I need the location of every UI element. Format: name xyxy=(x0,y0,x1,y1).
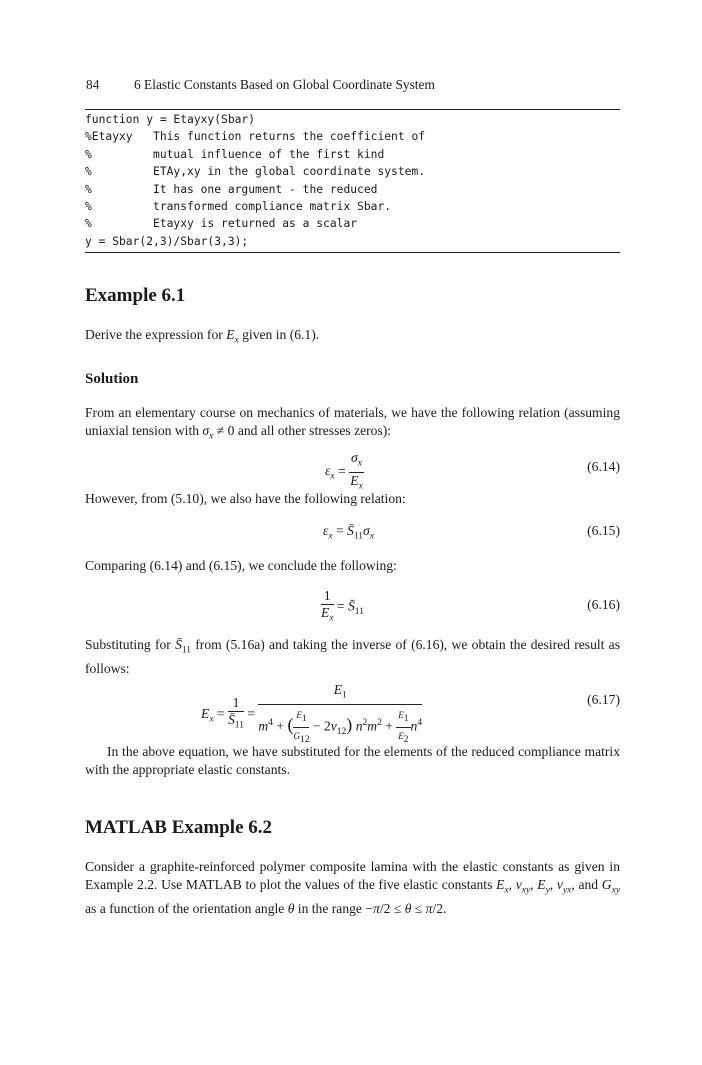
example-prompt: Derive the expression for $E_x$ given in (6.1). xyxy=(85,327,320,346)
equation-number: (6.17) xyxy=(587,692,620,707)
code-line: % It has one argument - the reduced xyxy=(85,182,378,196)
paragraph-4: Substituting for $S̄_{11}$ from (5.16a) and taking the inverse of (6.16), we obtain the desired result as follows: xyxy=(85,637,620,676)
page-number: 84 xyxy=(86,77,100,92)
code-line: % transformed compliance matrix Sbar. xyxy=(85,199,392,213)
solution-heading: Solution xyxy=(85,371,139,387)
running-title: 6 Elastic Constants Based on Global Coordinate System xyxy=(134,77,435,92)
matlab-example-paragraph: Consider a graphite-reinforced polymer composite lamina with the elastic constants as given in Example 2.2. Use MATLAB to plot the values of the five elastic constants $E_x$, $\nu_{xy}$, $E_y$, $\nu_{yx}$, and $G_{xy}$ as a function of the orientation angle θ in the range −π/2 ≤ θ ≤ π/2. xyxy=(85,859,621,917)
code-line: % mutual influence of the first kind xyxy=(85,147,385,161)
code-line: %Etayxy This function returns the coefficient of xyxy=(85,130,426,144)
equation-6-14: $\varepsilon_x$ = $\frac{\sigma_x}{E_x}$ (6.14) xyxy=(325,450,620,492)
running-head xyxy=(86,77,435,93)
code-line: % ETAy,xy in the global coordinate system. xyxy=(85,165,426,179)
code-line: function y = Etayxy(Sbar) xyxy=(85,113,256,126)
equation-6-16: $\frac{1}{E_x}$ = $S̄_{11}$ (6.16) xyxy=(321,588,620,624)
paragraph-1: From an elementary course on mechanics of materials, we have the following relation (assuming uniaxial tension with $\sigma_x \ne 0$ and all other stresses zeros): xyxy=(85,405,620,442)
paragraph-3: Comparing (6.14) and (6.15), we conclude the following: xyxy=(85,558,397,573)
example-heading: Example 6.1 xyxy=(85,285,186,306)
equation-number: (6.14) xyxy=(587,459,620,474)
equation-number: (6.16) xyxy=(587,597,620,612)
matlab-example-heading: MATLAB Example 6.2 xyxy=(85,817,273,838)
paragraph-2: However, from (5.10), we also have the following relation: xyxy=(85,491,406,506)
paragraph-5: In the above equation, we have substituted for the elements of the reduced compliance matrix with the appropriate elastic constants. xyxy=(85,744,620,778)
equation-6-17: $E_x$ = $\frac{1}{S̄_{11}}$ = $E_1$ $m^4$ + ( $\frac{E_1}{G_{12}}$ − $2\nu_{12}$) $n^2m^2$ + $\frac{E_1}{E_2}$ $n^4$ (6.17) xyxy=(201,682,620,745)
matlab-code-listing xyxy=(85,109,620,253)
code-line: y = Sbar(2,3)/Sbar(3,3); xyxy=(85,234,249,248)
equation-6-15: $\varepsilon_x$ = $S̄_{11}\sigma_x$ (6.15) xyxy=(323,523,620,542)
code-line: % Etayxy is returned as a scalar xyxy=(85,217,358,231)
equation-number: (6.15) xyxy=(587,523,620,538)
